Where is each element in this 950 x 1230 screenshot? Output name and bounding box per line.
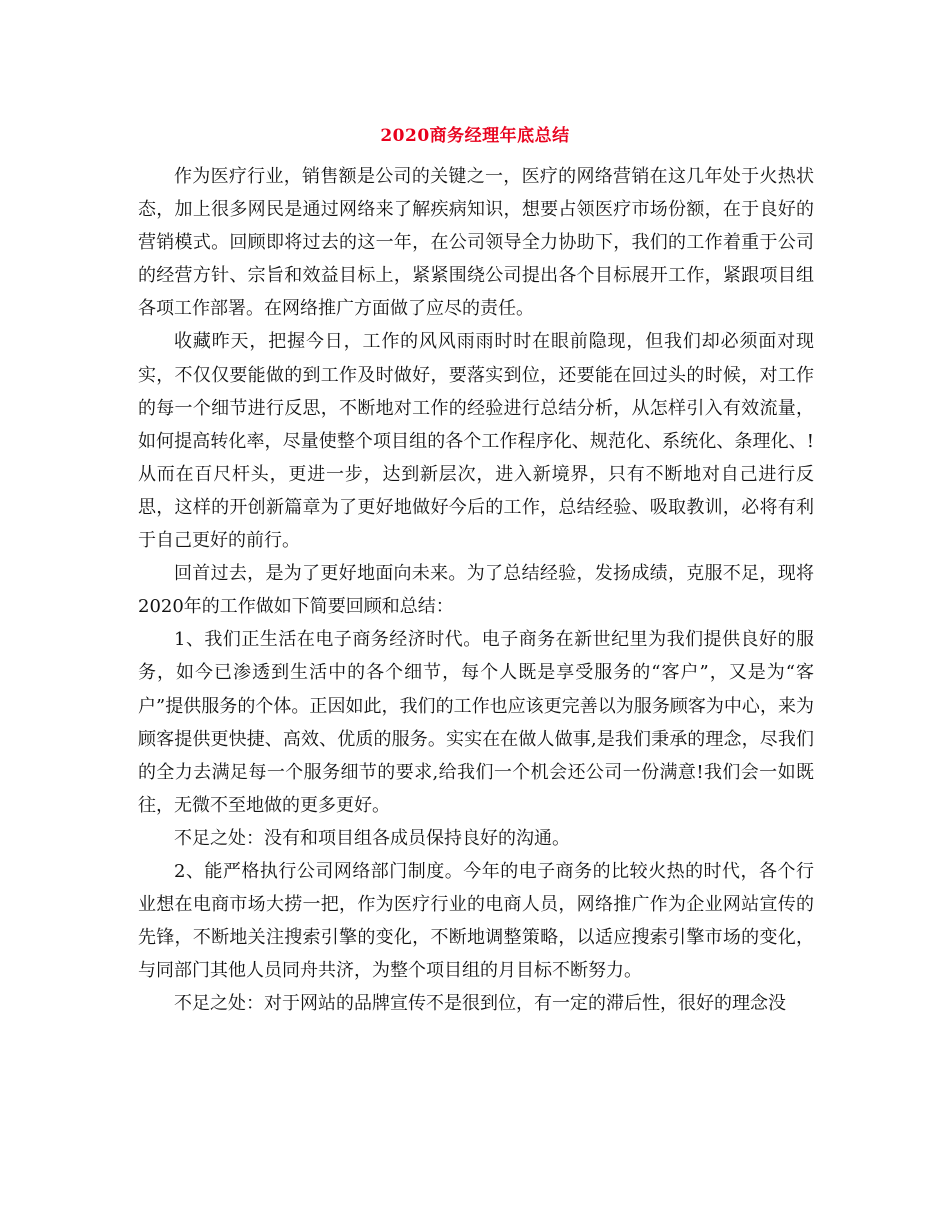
paragraph: 1、我们正生活在电子商务经济时代。电子商务在新世纪里为我们提供良好的服务，如今已渗透到生活中的各个细节，每个人既是享受服务的“客户”，又是为“客户”提供服务的个体。正因如此，我们的工作也应该更完善以为服务顾客为中心，来为顾客提供更快捷、高效、优质的服务。实实在在做人做事,是我们秉承的理念，尽我们的全力去满足每一个服务细节的要求,给我们一个机会还公司一份满意!我们会一如既往，无微不至地做的更多更好。 — [138, 629, 814, 816]
paragraph: 回首过去，是为了更好地面向未来。为了总结经验，发扬成绩，克服不足，现将2020年的工作做如下简要回顾和总结： — [138, 563, 814, 618]
paragraph: 不足之处：没有和项目组各成员保持良好的沟通。 — [174, 827, 570, 849]
paragraph: 作为医疗行业，销售额是公司的关键之一，医疗的网络营销在这几年处于火热状态，加上很多网民是通过网络来了解疾病知识，想要占领医疗市场份额，在于良好的营销模式。回顾即将过去的这一年，在公司领导全力协助下，我们的工作着重于公司的经营方针、宗旨和效益目标上，紧紧围绕公司提出各个目标展开工作，紧跟项目组各项工作部署。在网络推广方面做了应尽的责任。 — [138, 166, 814, 320]
document-body — [138, 160, 814, 1020]
paragraph: 不足之处：对于网站的品牌宣传不是很到位，有一定的滞后性，很好的理念没 — [174, 993, 786, 1015]
document-title: 2020商务经理年底总结 — [380, 126, 570, 146]
paragraph: 2、能严格执行公司网络部门制度。今年的电子商务的比较火热的时代，各个行业想在电商市场大捞一把，作为医疗行业的电商人员，网络推广作为企业网站宣传的先锋，不断地关注搜索引擎的变化，不断地调整策略，以适应搜索引擎市场的变化，与同部门其他人员同舟共济，为整个项目组的月目标不断努力。 — [138, 860, 814, 982]
paragraph: 收藏昨天，把握今日，工作的风风雨雨时时在眼前隐现，但我们却必须面对现实，不仅仅要能做的到工作及时做好，要落实到位，还要能在回过头的时候，对工作的每一个细节进行反思，不断地对工作的经验进行总结分析，从怎样引入有效流量，如何提高转化率，尽量使整个项目组的各个工作程序化、规范化、系统化、条理化、!从而在百尺杆头，更进一步，达到新层次，进入新境界，只有不断地对自己进行反思，这样的开创新篇章为了更好地做好今后的工作，总结经验、吸取教训，必将有利于自己更好的前行。 — [138, 331, 814, 552]
